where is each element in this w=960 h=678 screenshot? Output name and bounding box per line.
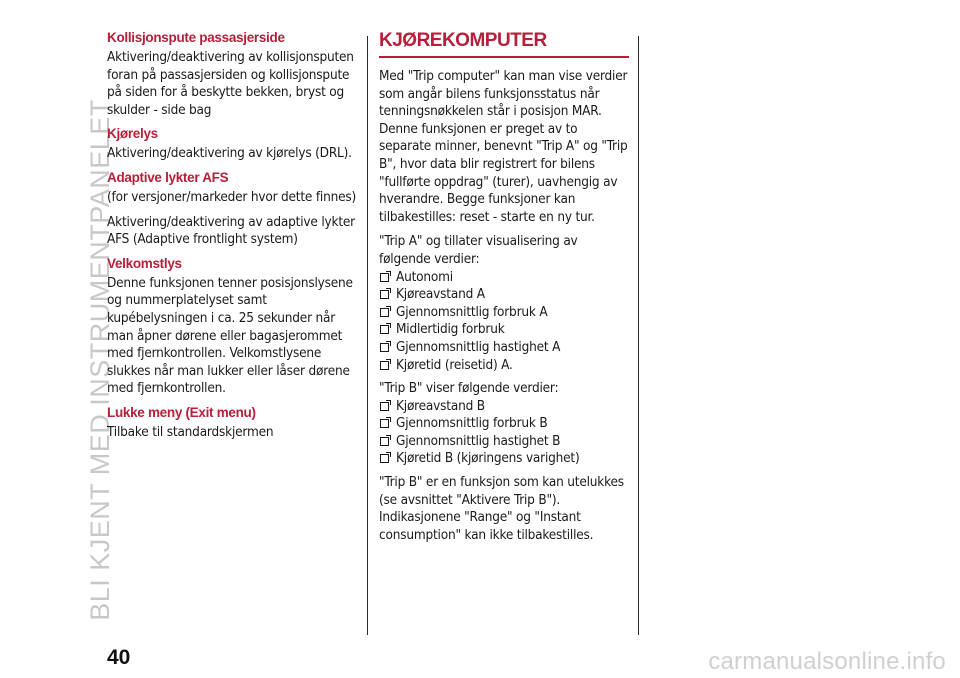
paragraph-tripB-intro: "Trip B" viser følgende verdier: bbox=[379, 380, 559, 397]
page-number: 40 bbox=[107, 646, 131, 669]
checkbox-bullet-icon bbox=[380, 361, 389, 370]
right-column bbox=[379, 30, 629, 551]
list-item-text: Gjennomsnittlig forbruk B bbox=[396, 415, 548, 432]
paragraph-tripA-intro: "Trip A" og tillater visualisering av følgende verdier: bbox=[379, 233, 578, 267]
paragraph-afs-availability: (for versjoner/markeder hvor dette finnes) bbox=[107, 188, 357, 205]
checkbox-bullet-icon bbox=[380, 273, 389, 282]
section-heading-trip-computer: KJØREKOMPUTER bbox=[379, 30, 629, 58]
list-item-text: Kjøreavstand B bbox=[396, 397, 485, 414]
checkbox-bullet-icon bbox=[380, 402, 389, 411]
subheading-afs: Adaptive lykter AFS bbox=[107, 169, 229, 185]
list-item bbox=[379, 304, 629, 322]
list-item bbox=[379, 398, 629, 416]
list-item-text: Kjøreavstand A bbox=[396, 286, 485, 303]
list-item-text: Gjennomsnittlig hastighet B bbox=[396, 432, 561, 449]
subheading-drl: Kjørelys bbox=[107, 126, 158, 142]
list-item bbox=[379, 321, 629, 339]
checkbox-bullet-icon bbox=[380, 308, 389, 317]
checkbox-bullet-icon bbox=[380, 290, 389, 299]
paragraph-afs: Aktivering/deaktivering av adaptive lykter AFS (Adaptive frontlight system) bbox=[107, 213, 355, 248]
list-item-text: Kjøretid B (kjøringens varighet) bbox=[396, 450, 580, 467]
list-item bbox=[379, 433, 629, 451]
list-item-text: Midlertidig forbruk bbox=[396, 321, 505, 338]
checkbox-bullet-icon bbox=[380, 325, 389, 334]
list-item bbox=[379, 357, 629, 375]
list-item bbox=[379, 286, 629, 304]
left-column bbox=[107, 30, 357, 449]
checkbox-bullet-icon bbox=[380, 454, 389, 463]
checkbox-bullet-icon bbox=[380, 419, 389, 428]
subheading-passenger-airbag: Kollisjonspute passasjerside bbox=[107, 30, 285, 45]
list-item-text: Autonomi bbox=[396, 268, 453, 285]
watermark: carmanualsonline.info bbox=[708, 648, 946, 675]
tripA-list bbox=[379, 269, 629, 375]
paragraph-trip-intro: Med "Trip computer" kan man vise verdier som angår bilens funksjonsstatus når tenningsnøkkelen står i posisjon MAR. Denne funksjonen er preget av to separate minner, benevnt "Trip A" og "Trip B", hvor data blir registrert for bilens "fullførte oppdrag" (turer), uavhengig av hverandre. Begge funksjoner kan tilbakestilles: reset - starte en ny tur. bbox=[379, 68, 628, 225]
list-item bbox=[379, 415, 629, 433]
tripB-list bbox=[379, 398, 629, 468]
paragraph-passenger-airbag: Aktivering/deaktivering av kollisjonsputen foran på passasjersiden og kollisjonspute på siden for å beskytte bekken, bryst og skulder - side bag bbox=[107, 49, 354, 118]
paragraph-welcome-lights: Denne funksjonen tenner posisjonslysene og nummerplatelyset samt kupébelysningen i ca. 25 sekunder når man åpner dørene eller bagasjerommet med fjernkontrollen. Velkomstlysene slukkes når man lukker eller låser dørene med fjernkontrollen. bbox=[107, 274, 353, 397]
subheading-exit-menu: Lukke meny (Exit menu) bbox=[107, 404, 256, 420]
list-item-text: Gjennomsnittlig hastighet A bbox=[396, 338, 561, 355]
list-item-text: Gjennomsnittlig forbruk A bbox=[396, 303, 548, 320]
paragraph-trip-outro: "Trip B" er en funksjon som kan utelukkes (se avsnittet "Aktivere Trip B"). Indikasjonene "Range" og "Instant consumption" kan ikke tilbakestilles. bbox=[379, 474, 624, 543]
column-divider-1 bbox=[367, 36, 368, 635]
paragraph-drl: Aktivering/deaktivering av kjørelys (DRL). bbox=[107, 145, 352, 162]
checkbox-bullet-icon bbox=[380, 437, 389, 446]
list-item bbox=[379, 339, 629, 357]
section-side-title: BLI KJENT MED INSTRUMENTPANELET bbox=[85, 99, 115, 621]
subheading-welcome-lights: Velkomstlys bbox=[107, 255, 182, 271]
checkbox-bullet-icon bbox=[380, 343, 389, 352]
paragraph-exit-menu: Tilbake til standardskjermen bbox=[107, 423, 274, 440]
list-item bbox=[379, 269, 629, 287]
column-divider-2 bbox=[638, 36, 639, 635]
list-item-text: Kjøretid (reisetid) A. bbox=[396, 356, 513, 373]
list-item bbox=[379, 450, 629, 468]
